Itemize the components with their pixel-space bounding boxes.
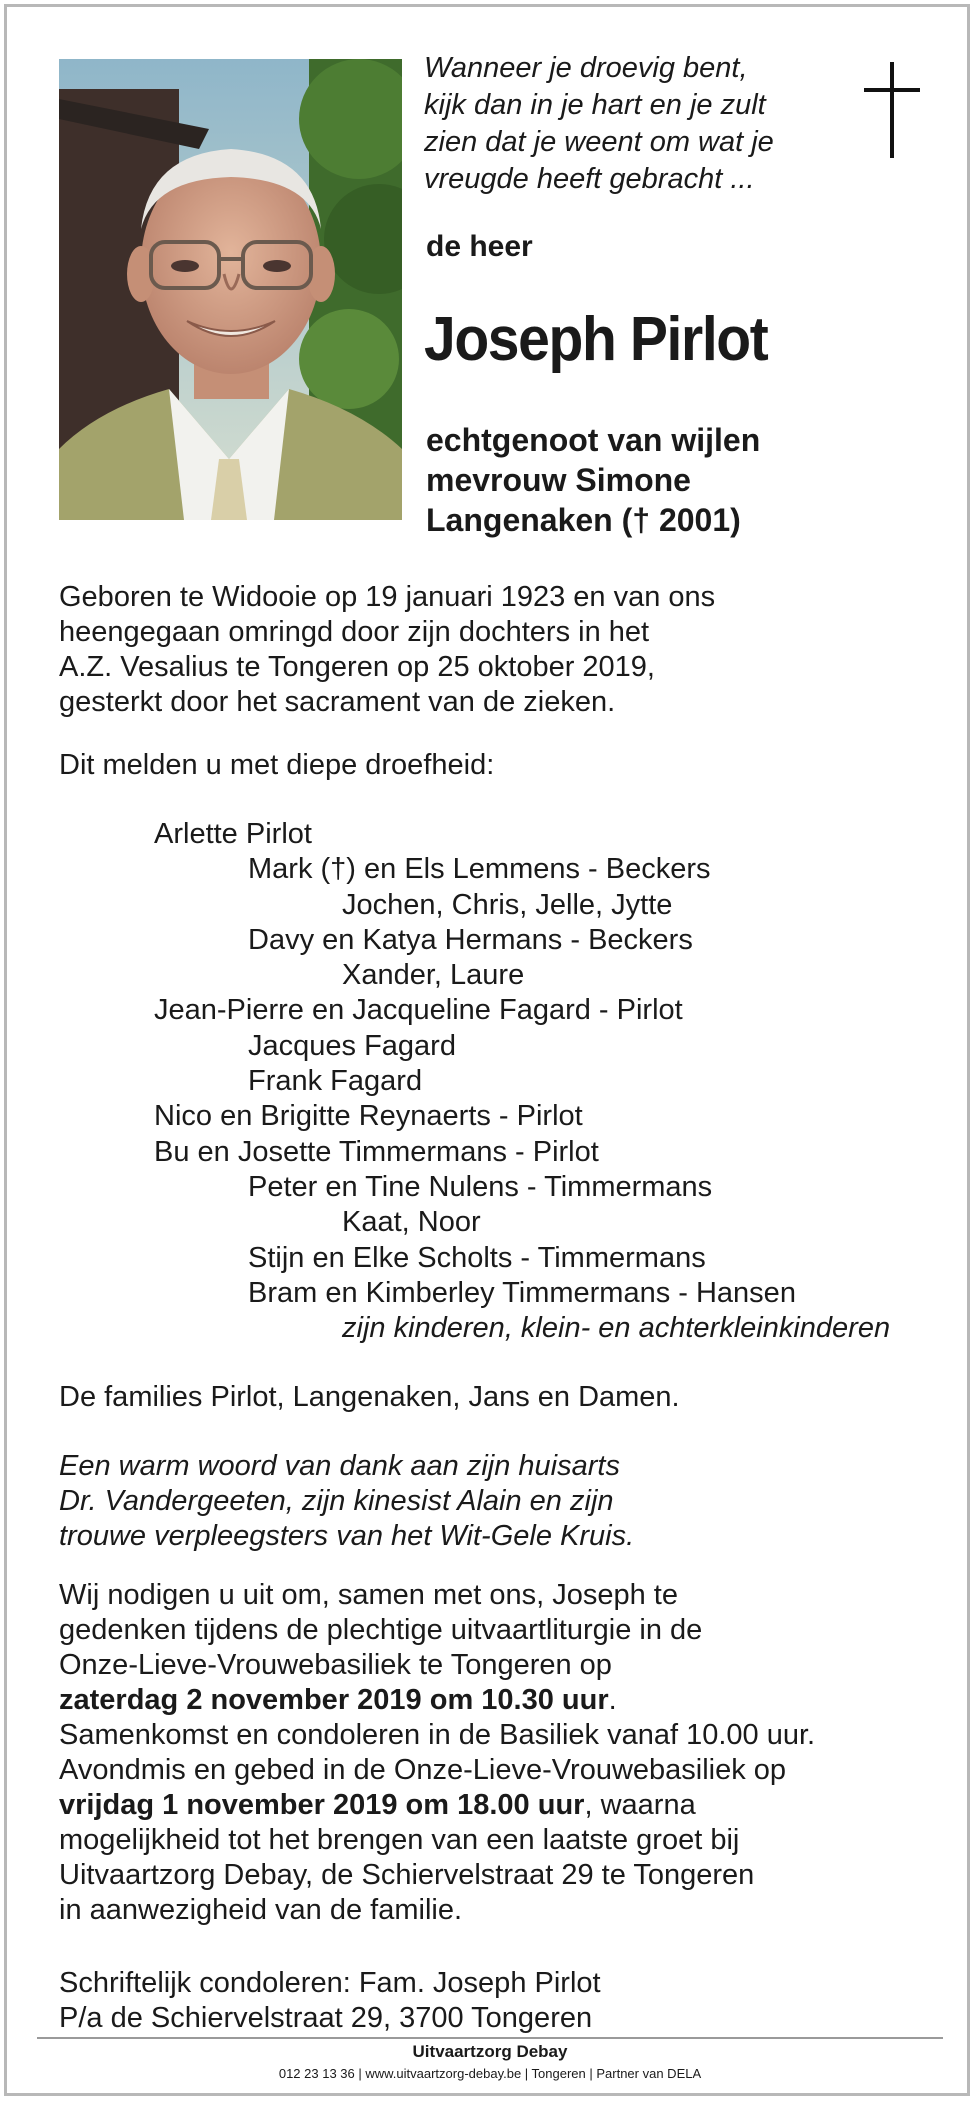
family-list [59, 817, 939, 1346]
family-member: Arlette Pirlot [154, 818, 312, 850]
footer-divider [37, 2037, 943, 2039]
condolence-address: Schriftelijk condoleren: Fam. Joseph Pirlot P/a de Schiervelstraat 29, 3700 Tongeren [59, 1967, 601, 2034]
family-member: Kaat, Noor [342, 1206, 481, 1239]
invitation-text: , waarna mogelijkheid tot het brengen van een laatste groet bij Uitvaartzorg Debay, de Schiervelstraat 29 te Tongeren in aanwezigheid van de familie. [59, 1789, 755, 1926]
birth-death-info: Geboren te Widooie op 19 januari 1923 en van ons heengegaan omringd door zijn dochters in het A.Z. Vesalius te Tongeren op 25 oktober 2019, gesterkt door het sacrament van de zieken. [59, 581, 716, 718]
funeral-invitation [59, 1578, 939, 1928]
funeral-date: zaterdag 2 november 2019 om 10.30 uur [59, 1684, 609, 1716]
family-member: Xander, Laure [342, 959, 525, 992]
poem: Wanneer je droevig bent, kijk dan in je hart en je zult zien dat je weent om wat je vreugde heeft gebracht ... [424, 52, 774, 195]
spouse-info: echtgenoot van wijlen mevrouw Simone Langenaken († 2001) [426, 422, 761, 538]
invitation-text: Wij nodigen u uit om, samen met ons, Joseph te gedenken tijdens de plechtige uitvaartliturgie in de Onze-Lieve-Vrouwebasiliek te Tongeren op [59, 1579, 703, 1681]
cross-icon [864, 62, 920, 158]
family-member: Jochen, Chris, Jelle, Jytte [342, 888, 673, 921]
invitation-text: . Samenkomst en condoleren in de Basiliek vanaf 10.00 uur. Avondmis en gebed in de Onze-Lieve-Vrouwebasiliek op [59, 1684, 816, 1786]
family-member: Frank Fagard [248, 1065, 423, 1098]
family-member: Bu en Josette Timmermans - Pirlot [154, 1135, 599, 1168]
family-member: Nico en Brigitte Reynaerts - Pirlot [154, 1100, 583, 1133]
family-member: Jean-Pierre en Jacqueline Fagard - Pirlot [154, 994, 683, 1027]
portrait-photo [59, 59, 402, 520]
funeral-home-name: Uitvaartzorg Debay [412, 2042, 568, 2061]
thanks-note: Een warm woord van dank aan zijn huisarts Dr. Vandergeeten, zijn kinesist Alain en zijn trouwe verpleegsters van het Wit-Gele Kruis. [59, 1450, 635, 1552]
family-member: Mark (†) en Els Lemmens - Beckers [248, 853, 711, 886]
deceased-name: Joseph Pirlot [424, 305, 768, 374]
family-member: Bram en Kimberley Timmermans - Hansen [248, 1276, 796, 1309]
announcement-line: Dit melden u met diepe droefheid: [59, 749, 495, 781]
family-member: Davy en Katya Hermans - Beckers [248, 923, 693, 956]
family-member: Jacques Fagard [248, 1029, 456, 1062]
vigil-date: vrijdag 1 november 2019 om 18.00 uur [59, 1789, 585, 1821]
extended-families: De families Pirlot, Langenaken, Jans en Damen. [59, 1381, 680, 1413]
funeral-home-contact: 012 23 13 36 | www.uitvaartzorg-debay.be | Tongeren | Partner van DELA [278, 2066, 702, 2081]
portrait-illustration [59, 59, 402, 520]
family-member: Peter en Tine Nulens - Timmermans [248, 1170, 713, 1203]
salutation: de heer [426, 230, 533, 263]
family-member: Stijn en Elke Scholts - Timmermans [248, 1241, 706, 1274]
family-summary: zijn kinderen, klein- en achterkleinkinderen [342, 1312, 891, 1345]
